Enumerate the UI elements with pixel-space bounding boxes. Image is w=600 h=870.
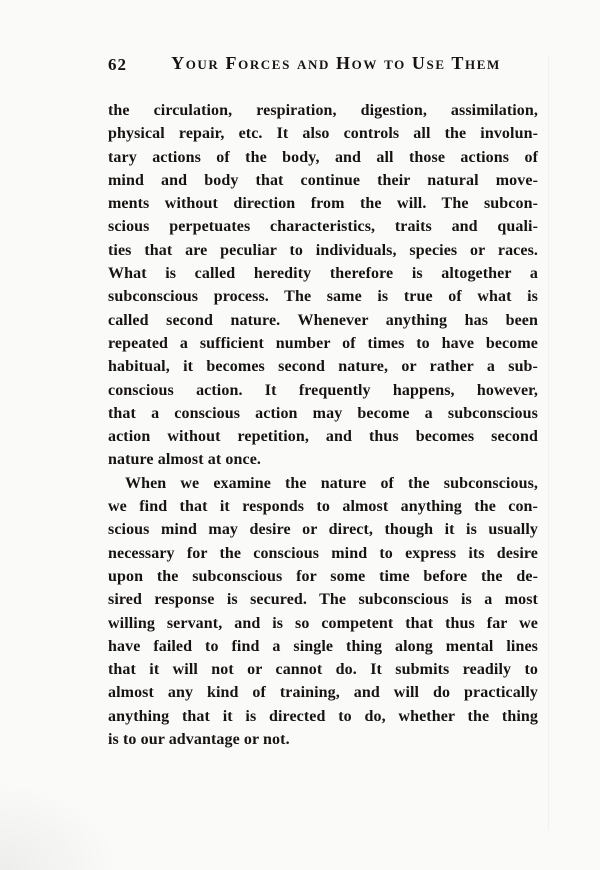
text-line: physical repair, etc. It also controls all the involun- xyxy=(108,125,538,143)
page-number: 62 xyxy=(108,55,127,74)
text-line: called second nature. Whenever anything has been xyxy=(108,311,538,329)
text-line: repeated a sufficient number of times to have become xyxy=(108,334,538,352)
text-line: habitual, it becomes second nature, or rather a sub- xyxy=(108,358,538,376)
text-line: we find that it responds to almost anything the con- xyxy=(108,498,538,516)
text-line: action without repetition, and thus becomes second xyxy=(108,428,538,446)
text-line: nature almost at once. xyxy=(108,451,261,469)
text-line: ties that are peculiar to individuals, species or races. xyxy=(108,241,538,259)
text-line: anything that it is directed to do, whether the thing xyxy=(108,707,538,725)
text-line: scious perpetuates characteristics, traits and quali- xyxy=(108,218,538,236)
text-line: is to our advantage or not. xyxy=(108,731,290,749)
text-line: ments without direction from the will. The subcon- xyxy=(108,195,538,213)
text-line: the circulation, respiration, digestion, assimilation, xyxy=(108,102,538,119)
running-header-title: Your Forces and How to Use Them xyxy=(171,53,501,73)
text-line: almost any kind of training, and will do practically xyxy=(108,684,538,702)
text-line: mind and body that continue their natural move- xyxy=(108,171,538,189)
text-line: What is called heredity therefore is altogether a xyxy=(108,265,538,283)
text-line: have failed to find a single thing along mental lines xyxy=(108,637,538,655)
text-line: When we examine the nature of the subconscious, xyxy=(125,474,538,492)
text-line: conscious action. It frequently happens, however, xyxy=(108,381,538,399)
text-line: subconscious process. The same is true of what is xyxy=(108,288,538,306)
text-line: willing servant, and is so competent that thus far we xyxy=(108,614,538,632)
text-line: scious mind may desire or direct, though it is usually xyxy=(108,521,538,539)
text-line: necessary for the conscious mind to express its desire xyxy=(108,544,538,562)
text-line: that it will not or cannot do. It submits readily to xyxy=(108,661,538,679)
page-header xyxy=(108,53,538,79)
body-text xyxy=(108,99,538,751)
text-line: sired response is secured. The subconscious is a most xyxy=(108,591,538,609)
text-line: tary actions of the body, and all those actions of xyxy=(108,148,538,166)
text-line: that a conscious action may become a subconscious xyxy=(108,404,538,422)
text-line: upon the subconscious for some time before the de- xyxy=(108,567,538,585)
